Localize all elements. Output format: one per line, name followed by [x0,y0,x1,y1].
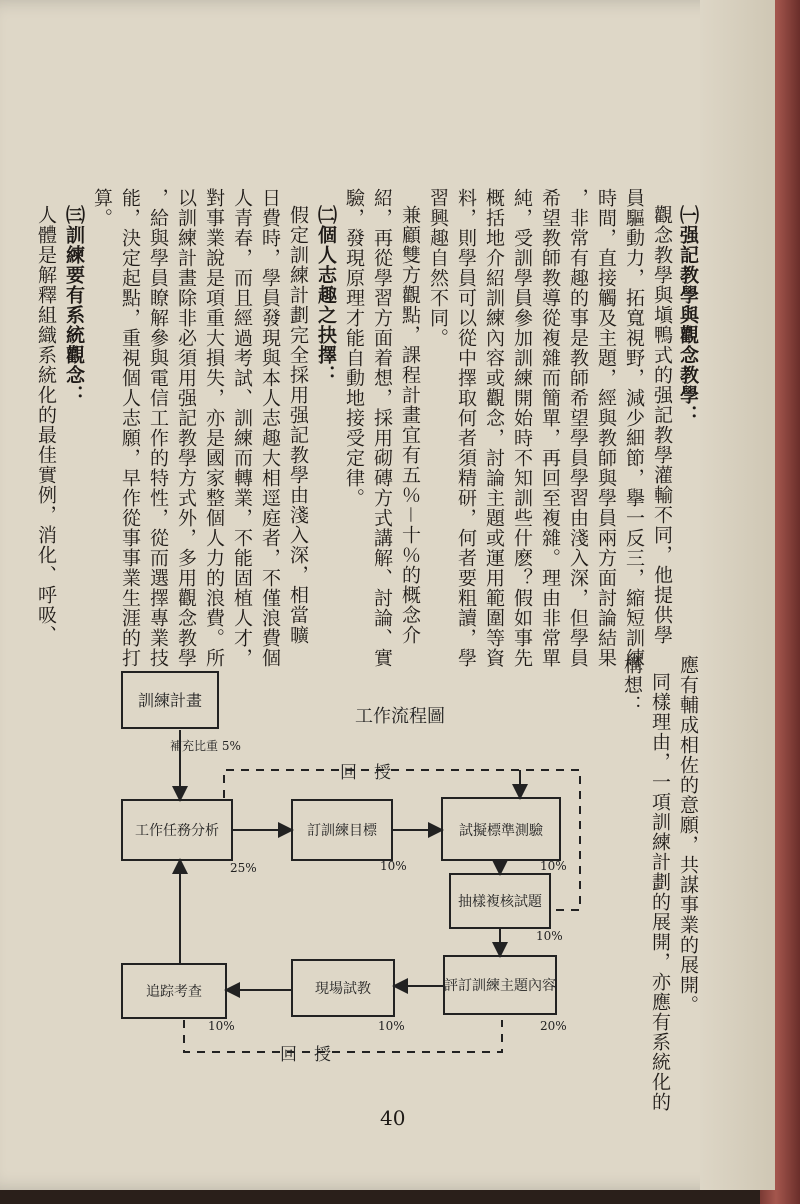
text-column: 以訓練計畫除非必須用强記教學方式外，多用觀念教學 [175,188,197,668]
percent-label: 10% [536,929,563,943]
text-column: 應有輔成相佐的意願，共謀事業的展開。 [677,655,699,1015]
svg-text:訓練計畫: 訓練計畫 [137,691,203,710]
percent-label: 25% [230,861,257,875]
text-column: ㈠强記教學與觀念教學： [677,205,699,425]
text-column: 人體是解釋組織系統化的最佳實例，消化、呼吸、 [35,205,57,645]
text-column: ，非常有趣的事是教師希望學員學習由淺入深，但學員 [567,188,589,668]
percent-label: 20% [540,1019,567,1033]
text-column: 習興趣自然不同。 [427,188,449,348]
text-column: 料，則學員可以從中擇取何者須精研，何者要粗讀，學 [455,188,477,668]
box-sample-review [450,874,550,928]
svg-text:工作任務分析: 工作任務分析 [135,823,219,839]
text-column: 人青春，而且經過考試、訓練而轉業，不能固植人才， [231,188,253,668]
text-column: 假定訓練計劃完全採用强記教學由淺入深，相當曠 [287,205,309,645]
feedback-line-top [224,770,580,910]
text-column: 算。 [91,188,113,228]
box-field-trial [292,960,394,1016]
page-number: 40 [380,1106,406,1130]
text-column: ㈢訓練要有系統觀念： [63,205,85,405]
text-column: 構想： [621,655,643,715]
text-column: 驗，發現原理才能自動地接受定律。 [343,188,365,508]
diagram-title: 工作流程圖 [355,706,445,727]
page-fore-edge [700,0,775,1190]
svg-text:抽樣複核試題: 抽樣複核試題 [458,894,542,910]
feedback-label-top: 回 授 [340,763,391,783]
text-column: 時間，直接觸及主題，經與教師與學員兩方面討論結果 [595,188,617,668]
text-column: 純，受訓學員參加訓練開始時不知訓些什麽？假如事先 [511,188,533,668]
percent-label: 10% [378,1019,405,1033]
text-column: 日費時，學員發現與本人志趣大相逕庭者，不僅浪費個 [259,188,281,668]
svg-text:評訂訓練主題內容: 評訂訓練主題內容 [444,978,556,994]
percent-label: 10% [540,859,567,873]
text-column: 能，決定起點，重視個人志願，早作從事事業生涯的打 [119,188,141,668]
text-column: 紹，再從學習方面着想，採用砌磚方式講解、討論、實 [371,188,393,668]
text-column: ㈡個人志趣之抉擇： [315,205,337,385]
text-column: 希望教師教導從複雜而簡單，再回至複雜。理由非常單 [539,188,561,668]
box-training-target [292,800,392,860]
percent-label: 補充比重 5% [170,739,241,753]
feedback-label-bottom: 回 授 [280,1045,331,1065]
text-column: 概括地介紹訓練內容或觀念，討論主題或運用範圍等資 [483,188,505,668]
text-column: ，給與學員瞭解參與電信工作的特性，從而選擇專業技 [147,188,169,668]
text-column: 員驅動力，拓寬視野，減少細節，擧一反三，縮短訓練 [623,188,645,668]
percent-label: 10% [208,1019,235,1033]
svg-text:試擬標準測驗: 試擬標準測驗 [459,823,543,839]
svg-text:訂訓練目標: 訂訓練目標 [307,823,377,839]
text-column: 兼顧雙方觀點，課程計畫宜有五％－十％的概念介 [399,205,421,646]
box-follow-up [122,964,226,1018]
box-job-analysis [122,800,232,860]
svg-text:追踪考查: 追踪考查 [146,984,202,1000]
box-standard-test [442,798,560,860]
box-training-plan [122,672,218,728]
box-topic-review [444,956,556,1014]
percent-label: 10% [380,859,407,873]
text-column: 對事業說是項重大損失，亦是國家整個人力的浪費。所 [203,188,225,668]
text-column: 同樣理由，一項訓練計劃的展開，亦應有系統化的 [649,672,671,1112]
workflow-diagram [100,660,600,1080]
svg-text:現場試教: 現場試教 [315,981,371,997]
text-column: 觀念教學與塡鴨式的强記教學灌輸不同，他提供學 [651,205,673,645]
